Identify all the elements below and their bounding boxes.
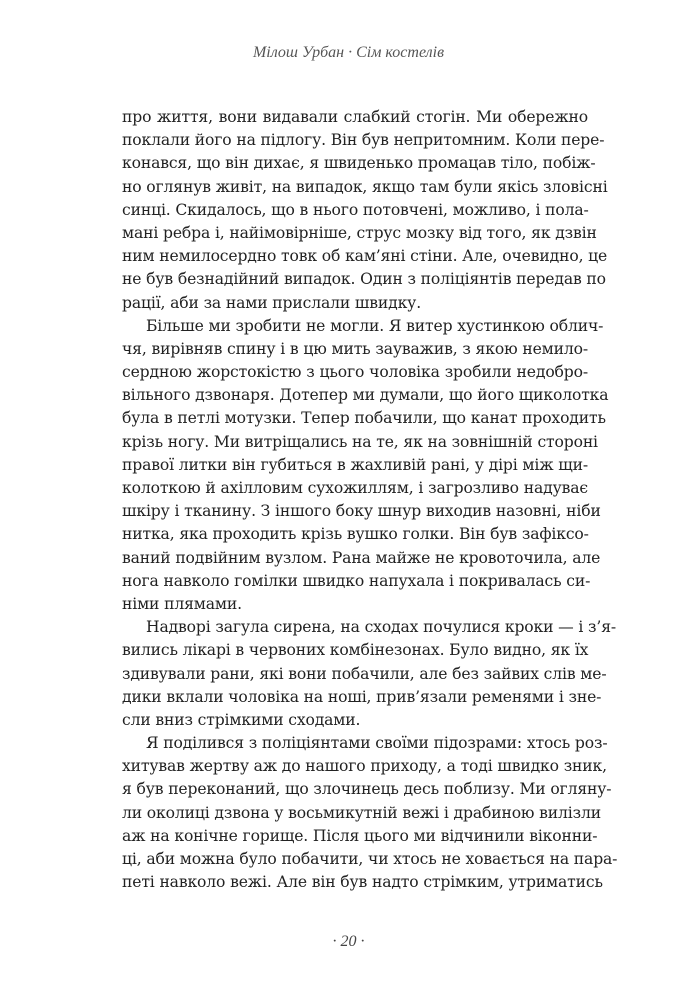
text-line: сердною жорстокістю з цього чоловіка зробили недобро- [122,363,588,382]
text-line: рації, аби за нами прислали швидку. [122,293,422,312]
text-line: Надворі загула сирена, на сходах почулися кроки — і з’я- [146,618,617,637]
paragraph [122,106,608,315]
text-line: хитував жертву аж до нашого приходу, а тоді швидко зник, [122,757,607,776]
text-line: аж на конічне горище. Після цього ми відчинили віконни- [122,826,598,845]
paragraph [122,732,618,894]
text-line: вились лікарі в червоних комбінезонах. Було видно, як їх [122,641,589,660]
text-line: ним немилосердно товк об кам’яні стіни. Але, очевидно, це [122,247,608,266]
page-number: · 20 · [332,933,365,950]
text-line: дики вклали чоловіка на ноші, прив’язали ременями і зне- [122,687,602,706]
text-line: колоткою й ахілловим сухожиллям, і загрозливо надуває [122,479,588,497]
text-line: мані ребра і, найімовірніше, струс мозку від того, як дзвін [122,223,597,242]
text-line: конався, що він дихає, я швиденько промацав тіло, побіж- [122,154,596,173]
text-line: но оглянув живіт, на випадок, якщо там були якісь зловісні [122,177,608,196]
header-book-title: Сім костелів [356,44,445,61]
page-body-text [122,106,618,894]
text-line: ли околиці дзвона у восьмикутній вежі і драбиною вилізли [122,803,601,822]
text-line: крізь ногу. Ми витріщались на те, як на зовнішній стороні [122,432,598,451]
text-line: вільного дзвонаря. Дотепер ми думали, що його щиколотка [122,386,609,405]
text-line: ці, аби можна було побачити, чи хтось не ховається на пара- [122,850,618,868]
text-line: правої литки він губиться в жахливій рані, у дірі між щи- [122,455,588,474]
text-line: німи плямами. [122,594,242,613]
running-header [0,44,697,62]
text-line: чя, вирівняв спину і в цю мить зауважив, з якою немило- [122,339,588,358]
paragraph [122,616,617,732]
text-line: петі навколо вежі. Але він був надто стрімким, утриматись [122,873,603,892]
text-line: не був безнадійний випадок. Один з поліціянтів передав по [122,270,606,289]
text-line: Я поділився з поліціянтами своїми підозрами: хтось роз- [146,734,608,753]
header-separator: · [348,44,353,61]
text-line: синці. Скидалось, що в нього потовчені, можливо, і пола- [122,200,589,219]
text-line: нога навколо гомілки швидко напухала і покривалась си- [122,571,591,590]
text-line: шкіру і тканину. З іншого боку шнур виходив назовні, ніби [122,502,601,521]
text-line: я був переконаний, що злочинець десь поблизу. Ми огляну- [122,780,612,799]
text-line: здивували рани, які вони побачили, але без зайвих слів ме- [122,664,607,683]
text-line: про життя, вони видавали слабкий стогін. Ми обережно [122,108,588,126]
text-line: була в петлі мотузки. Тепер побачили, що канат проходить [122,409,606,428]
paragraph [122,315,609,616]
text-line: нитка, яка проходить крізь вушко голки. Він був зафіксо- [122,525,589,544]
text-line: Більше ми зробити не могли. Я витер хустинкою облич- [146,316,604,335]
text-line: поклали його на підлогу. Він був непритомним. Коли пере- [122,131,605,150]
text-line: сли вниз стрімкими сходами. [122,710,361,729]
text-line: ваний подвійним вузлом. Рана майже не кровоточила, але [122,548,601,567]
header-author: Мілош Урбан [252,44,345,61]
